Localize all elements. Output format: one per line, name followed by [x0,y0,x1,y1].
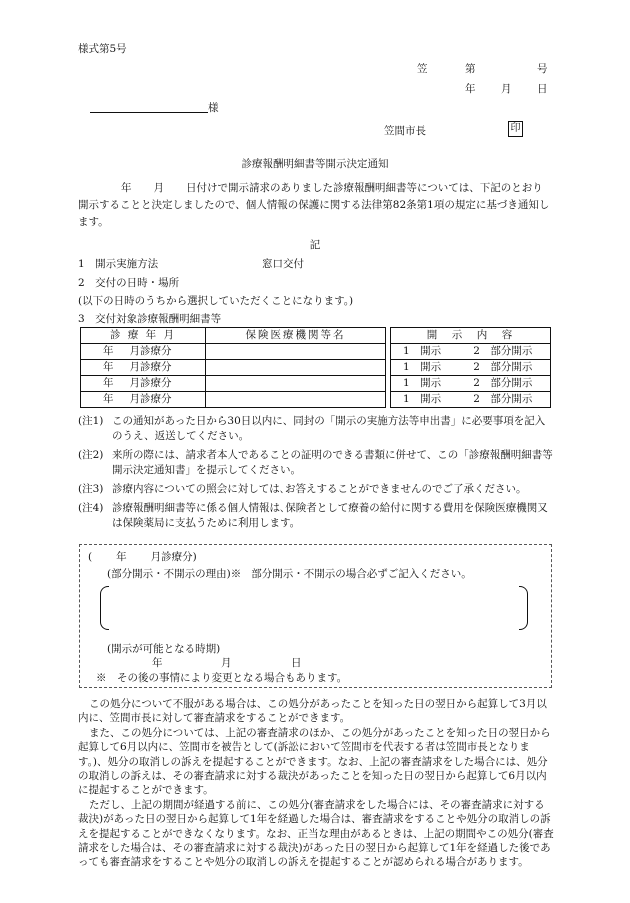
cell-month-text: 月診療分 [129,361,172,373]
date-day: 日 [537,83,548,95]
cell-month-text: 月診療分 [129,345,172,357]
note-label: (注1) [78,415,104,427]
cell-year: 年 [103,393,114,405]
intro-year: 年 [121,182,132,194]
table-row [81,344,551,360]
method-label: 1 開示実施方法 [78,258,159,270]
box-month-line [88,550,197,565]
note-text: 来所の際には、請求者本人であることの証明のできる書類に併せて、この「診療報酬明細書等開示決定通知書」を提示してください。 [112,449,553,476]
date-month: 月 [501,83,512,95]
reason-note: 部分開示・不開示の場合必ずご記入ください。 [251,568,472,580]
ref-suffix: 号 [537,63,548,75]
reason-bracket-right [519,586,528,630]
item-place: 2 交付の日時・場所 [78,277,180,289]
method-value: 窓口交付 [262,258,304,270]
ref-prefix: 笠 [417,63,428,75]
cell-content [391,392,551,408]
note-text: この通知があった日から30日以内に、同封の「開示の実施方法等申出書」に必要事項を記入のうえ、返送してください。 [112,415,546,442]
ref-mid: 第 [465,63,476,75]
intro-paragraph [78,180,553,231]
note-item [78,482,553,497]
addressee-suffix: 様 [208,102,219,114]
form-number: 様式第5号 [78,43,127,55]
table-row [81,360,551,376]
note-text: 診療内容についての照会に対しては､お答えすることができませんのでご了承ください。 [112,483,527,495]
document-title: 診療報酬明細書等開示決定通知 [241,158,389,170]
intro-month: 月 [153,182,164,194]
box-reason-line [107,567,472,582]
intro-text: 日付けで開示請求のありました診療報酬明細書等については、下記のとおり開示することと決定しましたので、個人情報の保護に関する法律第82条第1項の規定に基づき通知します。 [78,182,550,228]
box-caution: ※ その後の事情により変更となる場合もあります。 [96,672,348,684]
cell-year: 年 [103,377,114,389]
item-method [78,257,158,272]
cell-month-text: 月診療分 [129,393,172,405]
appeal-notice [78,697,554,870]
note-label: (注2) [78,449,104,461]
cell-month [81,392,206,408]
cell-content [391,376,551,392]
col-header-month: 診 療 年 月 [81,328,206,344]
cell-opt-disclose: 1 開示 [403,393,442,405]
cell-month-text: 月診療分 [129,377,172,389]
sender-name: 笠間市長 [384,125,426,137]
cell-institution [206,392,386,408]
notes-list [78,414,553,535]
cell-institution [206,376,386,392]
cell-opt-disclose: 1 開示 [403,345,442,357]
note-label: (注3) [78,483,104,495]
box-year: 年 [116,551,127,563]
table-row [81,392,551,408]
note-item [78,448,553,478]
cell-opt-partial: 2 部分開示 [473,393,533,405]
reason-bracket-left [100,586,109,630]
place-note: (以下の日時のうちから選択していただくことになります。) [78,295,354,307]
box-open-paren: ( [88,551,93,563]
ki-heading: 記 [309,239,321,251]
reason-label: (部分開示・不開示の理由)※ [107,568,242,580]
note-item [78,414,553,444]
item-target: 3 交付対象診療報酬明細書等 [78,313,222,325]
table-header-row [81,328,551,344]
cell-month [81,360,206,376]
appeal-paragraph: また、この処分については、上記の審査請求のほか、この処分があったことを知った日の翌日から起算して6月以内に、笠間市を被告として(訴訟において笠間市を代表する者は笠間市長となります。)、処分の取消しの訴えを提起することができます。なお、上記の審査請求をした場合には、処分の取消しの訴えは、その審査請求に対する裁決があったことを知った日の翌日から起算して6月以内に提起することができます。 [78,726,551,797]
date-year: 年 [465,83,476,95]
note-item [78,501,553,531]
cell-month [81,344,206,360]
seal-mark: 印 [508,121,523,137]
cell-institution [206,360,386,376]
cell-opt-partial: 2 部分開示 [473,345,533,357]
col-header-content: 開 示 内 容 [391,328,551,344]
col-header-institution: 保険医療機関等名 [206,328,386,344]
note-text: 診療報酬明細書等に係る個人情報は､保険者として療養の給付に関する費用を保険医療機関又は保険薬局に支払うために利用します。 [112,502,548,529]
cell-opt-disclose: 1 開示 [403,361,442,373]
period-label: (開示が可能となる時期) [107,643,221,655]
cell-month [81,376,206,392]
cell-content [391,344,551,360]
note-label: (注4) [78,502,104,514]
addressee-line [90,112,208,113]
reason-box [79,544,552,688]
period-year: 年 [152,657,163,669]
cell-opt-disclose: 1 開示 [403,377,442,389]
target-table [80,327,551,408]
cell-institution [206,344,386,360]
cell-year: 年 [103,361,114,373]
appeal-paragraph: この処分について不服がある場合は、この処分があったことを知った日の翌日から起算して3月以内に、笠間市長に対して審査請求をすることができます。 [78,698,547,725]
table-row [81,376,551,392]
period-month: 月 [221,657,232,669]
cell-opt-partial: 2 部分開示 [473,377,533,389]
cell-year: 年 [103,345,114,357]
cell-content [391,360,551,376]
box-month-text: 月診療分) [150,551,197,563]
cell-opt-partial: 2 部分開示 [473,361,533,373]
appeal-paragraph: ただし、上記の期間が経過する前に、この処分(審査請求をした場合には、その審査請求に対する裁決)があった日の翌日から起算して1年を経過した場合は、審査請求をすることや処分の取消しの訴えを提起することができなくなります。なお、正当な理由があるときは、上記の期間やこの処分(審査請求をした場合は、その審査請求に対する裁決)があった日の翌日から起算して1年を経過した後であっても審査請求をすることや処分の取消しの訴えを提起することが認められる場合があります。 [78,798,554,869]
period-day: 日 [291,657,302,669]
